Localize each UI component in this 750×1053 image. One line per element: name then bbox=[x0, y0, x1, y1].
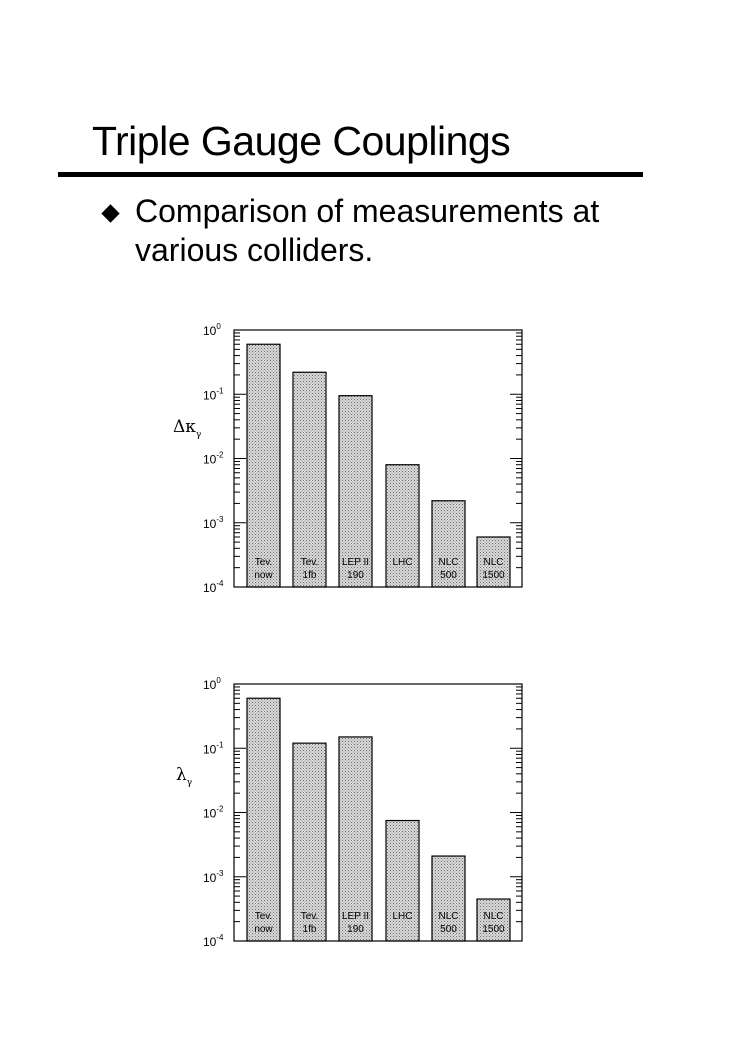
y-tick-label: $10^{-3}$ bbox=[203, 868, 224, 885]
y-tick-label: $10^{-2}$ bbox=[203, 804, 224, 821]
chart-2 bbox=[176, 676, 522, 949]
bar-4 bbox=[386, 465, 419, 587]
bar-label-line1: Tev. bbox=[254, 557, 273, 568]
y-tick-label: $10^0$ bbox=[203, 676, 221, 692]
bar-label-line1: LHC bbox=[392, 557, 413, 568]
bar-label-line1: NLC bbox=[438, 911, 459, 922]
bar-label-line2: now bbox=[254, 924, 273, 935]
bar-label-line2: 500 bbox=[440, 570, 457, 581]
y-tick-label: $10^0$ bbox=[203, 322, 221, 338]
bar-label-line2: 190 bbox=[347, 924, 364, 935]
bullet-text: Comparison of measurements at various colliders. bbox=[135, 193, 600, 268]
bar-label-line1: Tev. bbox=[300, 557, 319, 568]
bar-label-line2: now bbox=[254, 570, 273, 581]
y-tick-label: $10^{-1}$ bbox=[203, 386, 224, 403]
bar-label-line2: 1fb bbox=[302, 924, 317, 935]
bar-label-line1: LHC bbox=[392, 911, 413, 922]
y-tick-label: $10^{-3}$ bbox=[203, 514, 224, 531]
bar-label-line2: 1fb bbox=[302, 570, 317, 581]
y-tick-label: $10^{-2}$ bbox=[203, 450, 224, 467]
y-tick-label: $10^{-4}$ bbox=[203, 933, 224, 949]
bar-label-line1: LEP II bbox=[341, 911, 370, 922]
bar-label-line1: NLC bbox=[483, 911, 504, 922]
bar-1 bbox=[247, 698, 280, 941]
bar-1 bbox=[247, 344, 280, 587]
slide-title: Triple Gauge Couplings bbox=[92, 118, 511, 164]
bar-label-line1: LEP II bbox=[341, 557, 370, 568]
y-tick-label: $10^{-1}$ bbox=[203, 740, 224, 757]
y-tick-label: $10^{-4}$ bbox=[203, 579, 224, 595]
bar-label-line1: Tev. bbox=[254, 911, 273, 922]
bar-2 bbox=[293, 372, 326, 587]
bar-4 bbox=[386, 821, 419, 941]
chart-1 bbox=[173, 322, 522, 595]
bar-label-line2: 1500 bbox=[482, 570, 505, 581]
bar-label-line1: NLC bbox=[483, 557, 504, 568]
bar-label-line1: Tev. bbox=[300, 911, 319, 922]
bar-label-line2: 500 bbox=[440, 924, 457, 935]
bar-label-line2: 190 bbox=[347, 570, 364, 581]
bar-label-line2: 1500 bbox=[482, 924, 505, 935]
y-axis-label: $\Delta\kappa_\gamma$ bbox=[173, 417, 202, 440]
y-axis-label: $\lambda_\gamma$ bbox=[176, 765, 193, 788]
bar-label-line1: NLC bbox=[438, 557, 459, 568]
